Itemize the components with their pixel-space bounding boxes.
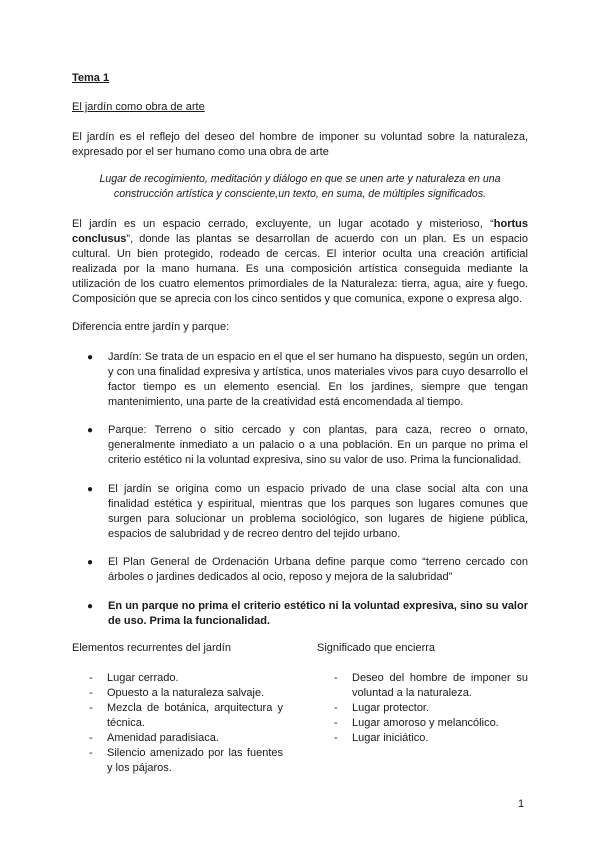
bullet-text: El jardín se origina como un espacio privado de una clase social alta con una finalidad estética y espiritual, mientras que los parques son lugares comunes que surgen para solucionar un problema sociológico, son lugares de higiene pública, espacios de salubridad y de recreo dentro del tejido urbano. — [108, 483, 528, 540]
list-item-text: Deseo del hombre de imponer su voluntad a la naturaleza. — [352, 672, 528, 699]
left-column-list — [87, 671, 283, 776]
definition-paragraph — [72, 217, 528, 307]
list-item — [87, 686, 283, 701]
list-item — [72, 482, 528, 542]
bullet-text: Jardín: Se trata de un espacio en el que el ser humano ha dispuesto, según un orden, y con una finalidad expresiva y artística, unos materiales vivos para cuyo desarrollo el factor tiempo es un elemento esencial. En los jardines, siempre que tengan mantenimiento, una parte de la creatividad está encomendada al tiempo. — [108, 351, 528, 408]
dash-icon: - — [89, 747, 93, 759]
list-item-text: Opuesto a la naturaleza salvaje. — [107, 687, 265, 699]
bullet-icon: ● — [87, 425, 94, 436]
list-item-text: Silencio amenizado por las fuentes y los pájaros. — [107, 747, 283, 774]
bullet-icon: ● — [87, 352, 94, 363]
quote-paragraph: Lugar de recogimiento, meditación y diálogo en que se unen arte y naturaleza en una construcción artística y consciente,un texto, en suma, de múltiples significados. — [99, 173, 501, 200]
list-item — [332, 731, 528, 746]
list-item-text: Lugar iniciático. — [352, 732, 429, 744]
dash-icon: - — [89, 702, 93, 714]
list-item — [72, 350, 528, 410]
bullet-icon: ● — [87, 484, 94, 495]
bullet-text: Parque: Terreno o sitio cercado y con plantas, para caza, recreo o ornato, generalmente inmediato a un palacio o a una población. En un parque no prima el criterio estético ni la voluntad expresiva, sino su valor de uso. Prima la funcionalidad. — [108, 424, 528, 466]
section-title: El jardín como obra de arte — [72, 101, 205, 113]
right-column-list — [332, 671, 528, 746]
bullet-icon: ● — [87, 601, 94, 612]
bullet-icon: ● — [87, 557, 94, 568]
right-column-heading: Significado que encierra — [317, 642, 436, 654]
list-item-text: Lugar cerrado. — [107, 672, 179, 684]
dash-icon: - — [89, 672, 93, 684]
list-item — [332, 716, 528, 731]
dash-icon: - — [89, 732, 93, 744]
page-number: 1 — [518, 798, 525, 810]
list-item — [87, 701, 283, 731]
dash-icon: - — [334, 702, 338, 714]
left-column-heading: Elementos recurrentes del jardín — [72, 642, 231, 654]
dash-icon: - — [334, 672, 338, 684]
list-item — [72, 555, 528, 585]
intro-paragraph: El jardín es el reflejo del deseo del hombre de imponer su voluntad sobre la naturaleza, expresado por el ser humano como una obra de arte — [72, 131, 528, 158]
list-item — [72, 599, 528, 629]
list-item-text: Amenidad paradisiaca. — [107, 732, 219, 744]
dash-icon: - — [89, 687, 93, 699]
bullet-text: El Plan General de Ordenación Urbana define parque como “terreno cercado con árboles o jardines dedicados al ocio, reposo y mejora de la salubridad” — [108, 556, 528, 583]
list-item — [87, 746, 283, 776]
definition-bold-term: hortus conclusus — [72, 218, 528, 245]
list-item — [87, 671, 283, 686]
list-item — [87, 731, 283, 746]
list-item — [332, 671, 528, 701]
bullet-text: En un parque no prima el criterio estético ni la voluntad expresiva, sino su valor de uso. Prima la funcionalidad. — [108, 600, 528, 627]
list-item — [332, 701, 528, 716]
dash-icon: - — [334, 732, 338, 744]
definition-text-after: ”, donde las plantas se desarrollan de acuerdo con un plan. Es un espacio cultural. Un bien protegido, rodeado de cercas. El interior oculta una creación artificial realizada por la mano humana. Es una composición artística conseguida mediante la utilización de los cuatro elementos primordiales de la Naturaleza: tierra, agua, aire y fuego. Composición que se aprecia con los cinco sentidos y que comunica, expone o expresa algo. — [72, 233, 528, 305]
list-item-text: Mezcla de botánica, arquitectura y técnica. — [107, 702, 283, 729]
list-item-text: Lugar protector. — [352, 702, 430, 714]
dash-icon: - — [334, 717, 338, 729]
list-item-text: Lugar amoroso y melancólico. — [352, 717, 499, 729]
document-title: Tema 1 — [72, 72, 110, 84]
list-item — [72, 423, 528, 468]
definition-text-before: El jardín es un espacio cerrado, excluyente, un lugar acotado y misterioso, “ — [72, 218, 494, 230]
difference-heading: Diferencia entre jardín y parque: — [72, 321, 230, 333]
